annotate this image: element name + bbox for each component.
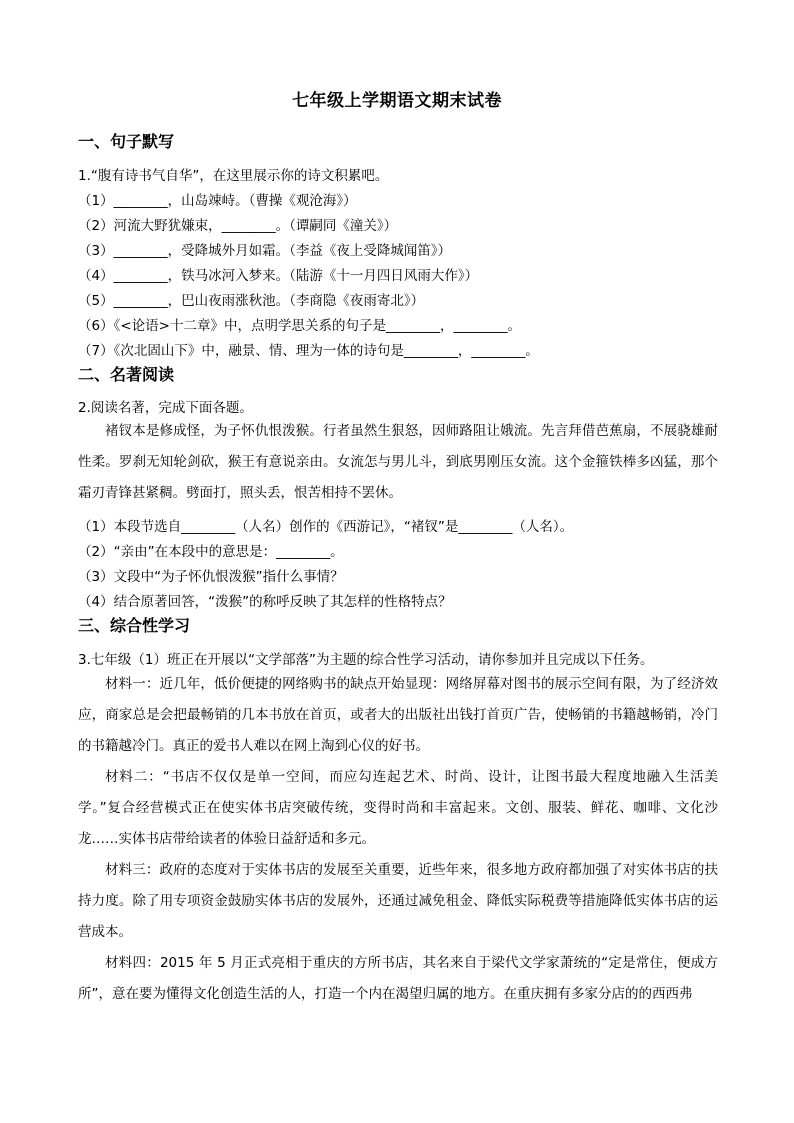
question-1-item: （4）________，铁马冰河入梦来。（陆游《十一月四日风雨大作》） (78, 268, 479, 284)
material-4: 材料四：2015 年 5 月正式亮相于重庆的方所书店，其名来自于梁代文学家萧统的“定是常住，便成方所”，意在要为懂得文化创造生活的人，打造一个内在渴望归属的地方。在重庆拥有多家分店的的西西弗 (78, 955, 718, 1002)
question-1-item: （2）河流大野犹嫌束，________。（谭嗣同《潼关》） (78, 218, 398, 234)
question-1-item: （1）________，山岛竦峙。（曹操《观沧海》） (78, 193, 357, 209)
question-2-item: （3）文段中“为子怀仇恨泼猴”指什么事情？ (78, 569, 344, 585)
material-3: 材料三：政府的态度对于实体书店的发展至关重要，近些年来，很多地方政府都加强了对实体书店的扶持力度。除了用专项资金鼓励实体书店的发展外，还通过减免租金、降低实际税费等措施降低实体书店的运营成本。 (78, 862, 718, 940)
material-2: 材料二：“书店不仅仅是单一空间，而应勾连起艺术、时尚、设计，让图书最大程度地融入生活美学。”复合经营模式正在使实体书店突破传统，变得时尚和丰富起来。文创、服装、鲜花、咖啡、文化沙龙……实体书店带给读者的体验日益舒适和多元。 (78, 769, 718, 847)
question-2-item: （2）“亲由”在本段中的意思是：________。 (78, 544, 344, 560)
question-2-item: （1）本段节选自________（人名）创作的《西游记》，“褚钗”是________（人名）。 (78, 519, 574, 535)
question-2-passage: 褚钗本是修成怪，为子怀仇恨泼猴。行者虽然生狠怒，因师路阻让娥流。先言拜借芭蕉扇，不展骁雄耐性柔。罗刹无知轮剑砍，猴王有意说亲由。女流怎与男儿斗，到底男刚压女流。这个金箍铁棒多凶猛，那个霜刃青锋甚紧稠。劈面打，照头丢，恨苦相持不罢休。 (78, 423, 718, 501)
section-heading-1: 一、句子默写 (78, 132, 175, 151)
question-3-stem: 3.七年级（1）班正在开展以“文学部落”为主题的综合性学习活动，请你参加并且完成以下任务。 (78, 652, 654, 668)
question-2-stem: 2.阅读名著，完成下面各题。 (78, 400, 253, 416)
question-2-item: （4）结合原著回答，“泼猴”的称呼反映了其怎样的性格特点？ (78, 594, 452, 610)
material-1: 材料一：近几年，低价便捷的网络购书的缺点开始显现：网络屏幕对图书的展示空间有限，为了经济效应，商家总是会把最畅销的几本书放在首页，或者大的出版社出钱打首页广告，使畅销的书籍越畅销，冷门的书籍越冷门。真正的爱书人难以在网上淘到心仪的好书。 (78, 676, 718, 754)
question-1-item: （3）________，受降城外月如霜。（李益《夜上受降城闻笛》） (78, 243, 452, 259)
question-1-stem: 1.“腹有诗书气自华”，在这里展示你的诗文积累吧。 (78, 168, 389, 184)
section-heading-3: 三、综合性学习 (78, 616, 191, 635)
question-1-item: （7）《次北固山下》中，融景、情、理为一体的诗句是________，________。 (78, 343, 539, 359)
question-1-item: （5）________，巴山夜雨涨秋池。（李商隐《夜雨寄北》） (78, 293, 425, 309)
question-1-item: （6）《<论语>十二章》中，点明学思关系的句子是________，________。 (78, 318, 521, 334)
page-title: 七年级上学期语文期末试卷 (292, 91, 502, 111)
section-heading-2: 二、名著阅读 (78, 365, 175, 384)
